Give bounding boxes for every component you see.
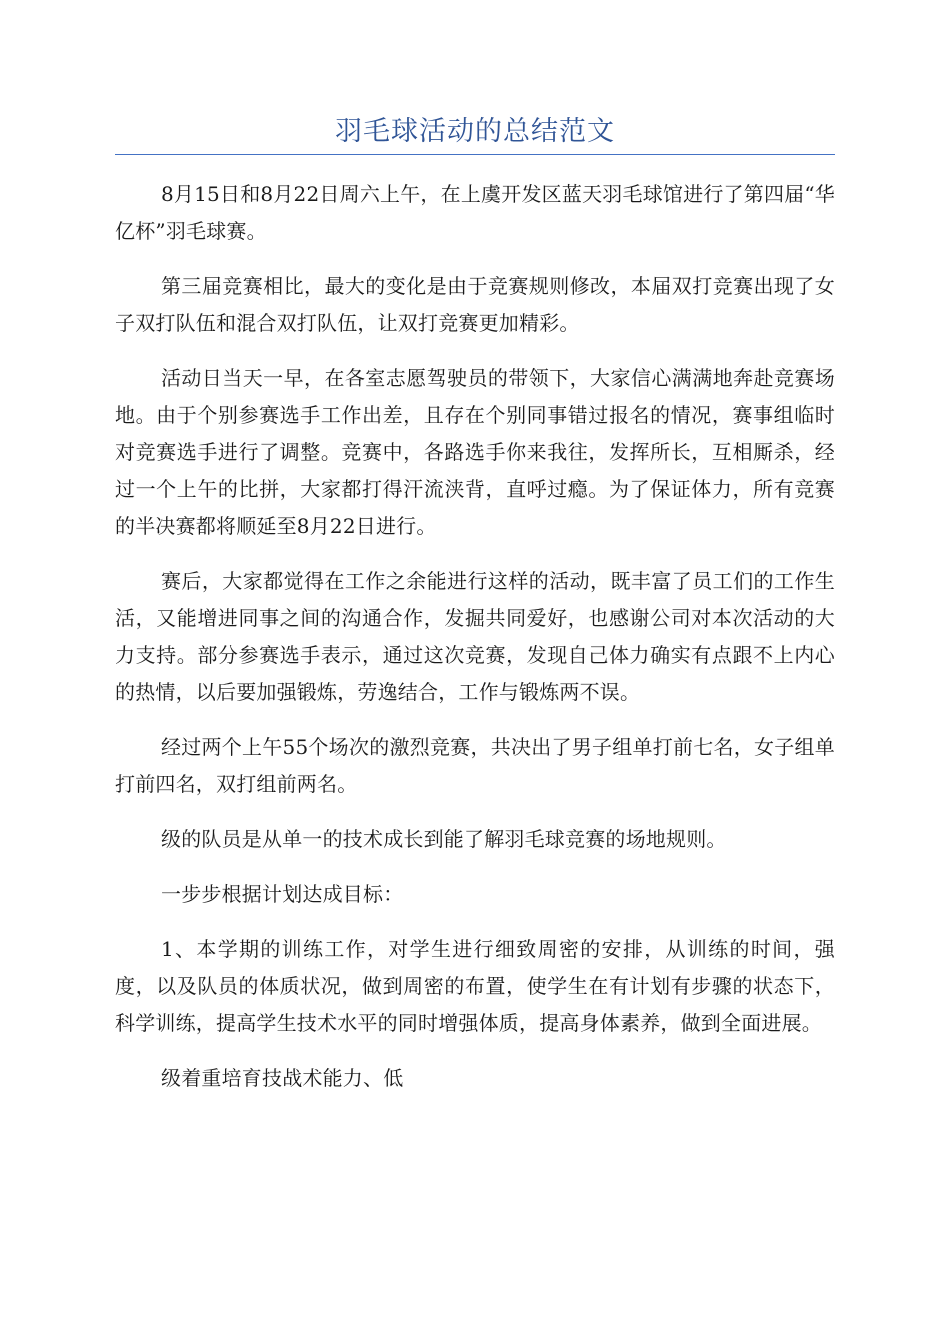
paragraph-6: 级的队员是从单一的技术成长到能了解羽毛球竞赛的场地规则。: [161, 827, 727, 851]
paragraph-3: 活动日当天一早，在各室志愿驾驶员的带领下，大家信心满满地奔赴竞赛场地。由于个别参赛选手工作出差，且存在个别同事错过报名的情况，赛事组临时对竞赛选手进行了调整。竞赛中，各路选手你来我往，发挥所长，互相厮杀，经过一个上午的比拼，大家都打得汗流浃背，直呼过瘾。为了保证体力，所有竞赛的半决赛都将顺延至8月22日进行。: [115, 366, 835, 538]
document-title: 羽毛球活动的总结范文: [335, 116, 615, 147]
paragraph-9: 级着重培育技战术能力、低: [161, 1066, 404, 1090]
paragraph-8: 1、本学期的训练工作，对学生进行细致周密的安排，从训练的时间，强度，以及队员的体质状况，做到周密的布置，使学生在有计划有步骤的状态下，科学训练，提高学生技术水平的同时增强体质，提高身体素养，做到全面进展。: [115, 937, 835, 1035]
paragraph-1: 8月15日和8月22日周六上午，在上虞开发区蓝天羽毛球馆进行了第四届“华亿杯”羽毛球赛。: [115, 182, 835, 243]
paragraph-5: 经过两个上午55个场次的激烈竞赛，共决出了男子组单打前七名，女子组单打前四名，双打组前两名。: [115, 735, 835, 796]
paragraph-4: 赛后，大家都觉得在工作之余能进行这样的活动，既丰富了员工们的工作生活，又能增进同事之间的沟通合作，发掘共同爱好，也感谢公司对本次活动的大力支持。部分参赛选手表示，通过这次竞赛，发现自己体力确实有点跟不上内心的热情，以后要加强锻炼，劳逸结合，工作与锻炼两不误。: [115, 569, 835, 704]
document-body: [115, 176, 835, 1115]
title-underline: [115, 154, 835, 155]
paragraph-2: 第三届竞赛相比，最大的变化是由于竞赛规则修改，本届双打竞赛出现了女子双打队伍和混合双打队伍，让双打竞赛更加精彩。: [115, 274, 835, 335]
paragraph-7: 一步步根据计划达成目标：: [161, 882, 404, 906]
